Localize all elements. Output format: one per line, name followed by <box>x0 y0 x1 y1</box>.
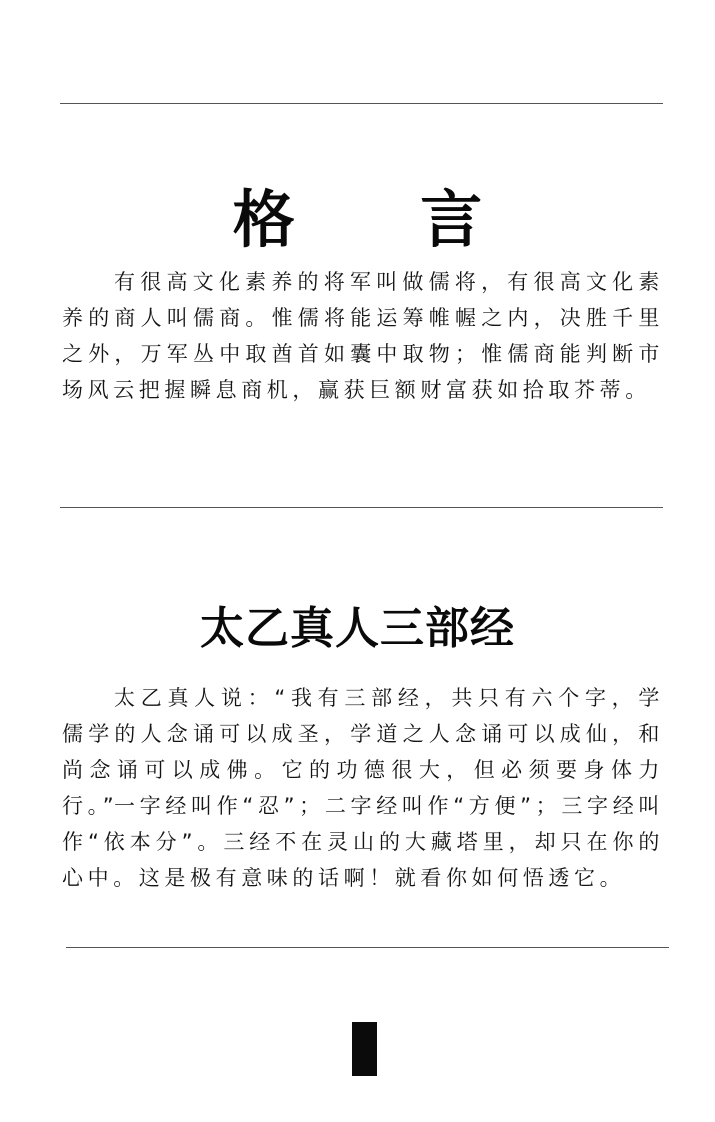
maxims-paragraph: 有很高文化素养的将军叫做儒将，有很高文化素养的商人叫儒商。惟儒将能运筹帷幄之内，决胜千里之外，万军丛中取酋首如囊中取物；惟儒商能判断市场风云把握瞬息商机，赢获巨额财富获如拾取芥蒂。 <box>62 270 664 402</box>
section-title-three-sutras: 太乙真人三部经 <box>200 603 515 655</box>
section-title-maxims: 格 言 <box>232 182 535 256</box>
bottom-divider <box>66 947 669 948</box>
top-divider <box>60 103 663 104</box>
middle-divider <box>60 507 663 508</box>
page-marker-block <box>352 1022 377 1076</box>
three-sutras-paragraph-2: 一字经叫作“忍”；二字经叫作“方便”；三字经叫作“依本分”。三经不在灵山的大藏塔里，却只在你的心中。这是极有意味的话啊！就看你如何悟透它。 <box>62 794 664 890</box>
three-sutras-paragraph-1: 太乙真人说：“我有三部经，共只有六个字，学儒学的人念诵可以成圣，学道之人念诵可以成仙，和尚念诵可以成佛。它的功德很大，但必须要身体力行。” <box>62 686 664 818</box>
